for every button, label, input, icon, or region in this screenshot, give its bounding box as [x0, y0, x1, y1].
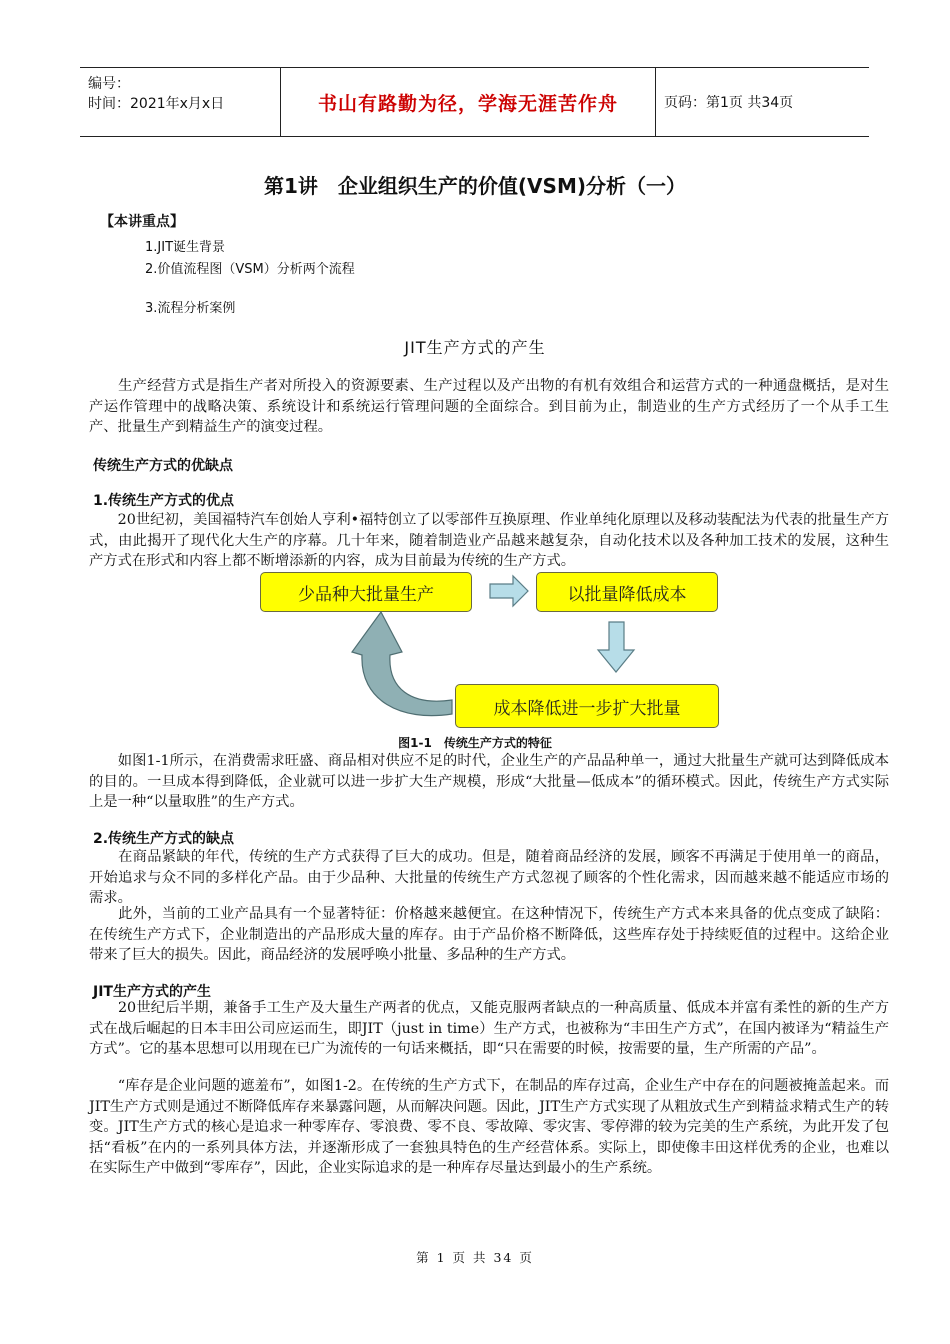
key-point-item: 1.JIT诞生背景: [145, 240, 226, 255]
disadvantages-paragraph-2: 此外，当前的工业产品具有一个显著特征：价格越来越便宜。在这种情况下，传统生产方式本来具备的优点变成了缺陷：在传统生产方式下，企业制造出的产品形成大量的库存。由于产品价格不断降低，这些库存处于持续贬值的过程中。这给企业带来了巨大的损失。因此，商品经济的发展呼唤小批量、多品种的生产方式。: [89, 906, 889, 963]
page-info: 页码：第1页 共34页: [664, 95, 794, 111]
motto: 书山有路勤为径，学海无涯苦作舟: [280, 68, 656, 136]
subsection-heading: 传统生产方式的优缺点: [93, 458, 233, 474]
key-points-heading: 【本讲重点】: [100, 214, 184, 230]
box-batch-cost: 以批量降低成本: [536, 572, 718, 612]
page-footer: 第 1 页 共 34 页: [416, 1250, 534, 1265]
key-point-item: 3.流程分析案例: [145, 301, 236, 316]
lecture-title: 第1讲 企业组织生产的价值(VSM)分析（一）: [264, 174, 686, 198]
down-arrow-icon: [598, 622, 634, 672]
number-label: 编号：: [88, 76, 130, 92]
disadvantages-paragraph-1: 在商品紧缺的年代，传统的生产方式获得了巨大的成功。但是，随着商品经济的发展，顾客不再满足于使用单一的商品，开始追求与众不同的多样化产品。由于少品种、大批量的传统生产方式忽视了顾客的个性化需求，因而越来越不能适应市场的需求。: [89, 849, 889, 906]
right-arrow-icon: [490, 576, 528, 606]
curved-arrow-icon: [352, 612, 452, 716]
advantages-heading: 1.传统生产方式的优点: [93, 493, 235, 509]
jit-heading: JIT生产方式的产生: [93, 984, 211, 1000]
intro-paragraph: 生产经营方式是指生产者对所投入的资源要素、生产过程以及产出物的有机有效组合和运营方式的一种通盘概括，是对生产运作管理中的战略决策、系统设计和系统运行管理问题的全面综合。到目前为止，制造业的生产方式经历了一个从手工生产、批量生产到精益生产的演变过程。: [89, 378, 889, 435]
advantages-paragraph: 20世纪初，美国福特汽车创始人亨利•福特创立了以零部件互换原理、作业单纯化原理以及移动装配法为代表的批量生产方式，由此揭开了现代化大生产的序幕。几十年来，随着制造业产品越来越复杂，自动化技术以及各种加工技术的发展，这种生产方式在形式和内容上都不断增添新的内容，成为目前最为传统的生产方式。: [89, 512, 889, 569]
figure-explanation: 如图1-1所示，在消费需求旺盛、商品相对供应不足的时代，企业生产的产品品种单一，通过大批量生产就可达到降低成本的目的。一旦成本得到降低，企业就可以进一步扩大生产规模，形成“大批量—低成本”的循环模式。因此，传统生产方式实际上是一种“以量取胜”的生产方式。: [89, 753, 889, 810]
jit-paragraph-2: “库存是企业问题的遮羞布”，如图1-2。在传统的生产方式下，在制品的库存过高，企业生产中存在的问题被掩盖起来。而JIT生产方式则是通过不断降低库存来暴露问题，从而解决问题。因此，JIT生产方式实现了从粗放式生产到精益求精式生产的转变。JIT生产方式的核心是追求一种零库存、零浪费、零不良、零故障、零灾害、零停滞的较为完美的生产系统，为此开发了包括“看板”在内的一系列具体方法，并逐渐形成了一套独具特色的生产经营体系。实际上，即使像丰田这样优秀的企业，也难以在实际生产中做到“零库存”，因此，企业实际追求的是一种库存尽量达到最小的生产系统。: [89, 1078, 889, 1176]
section-title: JIT生产方式的产生: [404, 338, 546, 357]
disadvantages-heading: 2.传统生产方式的缺点: [93, 831, 235, 847]
figure-caption: 图1-1 传统生产方式的特征: [398, 736, 552, 750]
date-label: 时间：2021年x月x日: [88, 96, 225, 112]
key-point-item: 2.价值流程图（VSM）分析两个流程: [145, 262, 355, 277]
jit-paragraph-1: 20世纪后半期，兼备手工生产及大量生产两者的优点，又能克服两者缺点的一种高质量、低成本并富有柔性的新的生产方式在战后崛起的日本丰田公司应运而生，即JIT（just in time）生产方式，也被称为“丰田生产方式”，在国内被译为“精益生产方式”。它的基本思想可以用现在已广为流传的一句话来概括，即“只在需要的时候，按需要的量，生产所需的产品”。: [89, 1000, 889, 1057]
box-small-variety: 少品种大批量生产: [260, 572, 472, 612]
box-expand-batch: 成本降低进一步扩大批量: [455, 684, 719, 728]
